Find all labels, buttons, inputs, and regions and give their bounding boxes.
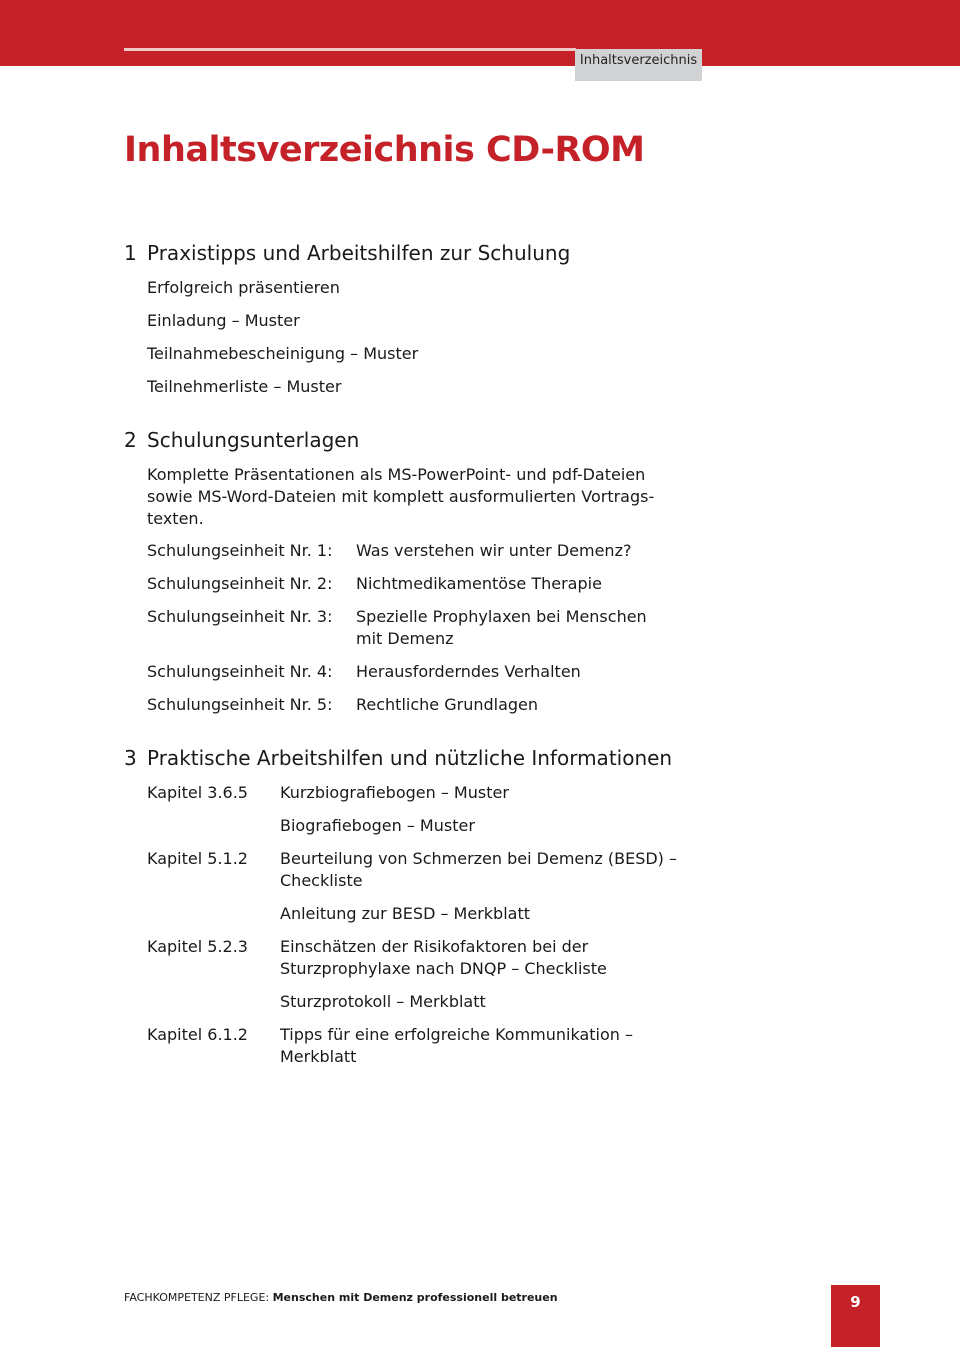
list-item: Teilnahmebescheinigung – Muster <box>147 344 419 363</box>
footer <box>124 1291 558 1304</box>
unit-label: Schulungseinheit Nr. 2: <box>147 574 333 593</box>
header-rule <box>124 48 576 51</box>
page-title: Inhaltsverzeichnis CD-ROM <box>124 130 645 170</box>
chapter-item: Tipps für eine erfolgreiche Kommunikation – <box>280 1025 633 1044</box>
section-3-title: Praktische Arbeitshilfen und nützliche Informationen <box>147 746 673 770</box>
header-bar <box>0 0 960 66</box>
unit-label: Schulungseinheit Nr. 5: <box>147 695 333 714</box>
section-2-description: texten. <box>147 509 204 528</box>
chapter-label: Kapitel 3.6.5 <box>147 783 248 802</box>
chapter-item: Checkliste <box>280 871 363 890</box>
chapter-item: Sturzprophylaxe nach DNQP – Checkliste <box>280 959 607 978</box>
chapter-item: Sturzprotokoll – Merkblatt <box>280 992 486 1011</box>
section-2-number: 2 <box>124 428 137 452</box>
unit-title: Spezielle Prophylaxen bei Menschen <box>356 607 647 626</box>
chapter-item: Kurzbiografiebogen – Muster <box>280 783 509 802</box>
list-item: Erfolgreich präsentieren <box>147 278 340 297</box>
section-3-number: 3 <box>124 746 137 770</box>
unit-label: Schulungseinheit Nr. 4: <box>147 662 333 681</box>
chapter-label: Kapitel 5.2.3 <box>147 937 248 956</box>
list-item: Teilnehmerliste – Muster <box>147 377 342 396</box>
chapter-item: Biografiebogen – Muster <box>280 816 475 835</box>
chapter-item: Beurteilung von Schmerzen bei Demenz (BESD) – <box>280 849 678 868</box>
unit-title: Herausforderndes Verhalten <box>356 662 581 681</box>
chapter-label: Kapitel 6.1.2 <box>147 1025 248 1044</box>
section-2-description: Komplette Präsentationen als MS-PowerPoint- und pdf-Dateien <box>147 465 646 484</box>
page-number: 9 <box>831 1285 880 1347</box>
footer-book-title: Menschen mit Demenz professionell betreuen <box>272 1291 558 1304</box>
chapter-label: Kapitel 5.1.2 <box>147 849 248 868</box>
unit-title: Was verstehen wir unter Demenz? <box>356 541 632 560</box>
unit-title: Nichtmedikamentöse Therapie <box>356 574 602 593</box>
section-2-title: Schulungsunterlagen <box>147 428 360 452</box>
chapter-item: Einschätzen der Risikofaktoren bei der <box>280 937 589 956</box>
footer-series: FACHKOMPETENZ PFLEGE: <box>124 1291 270 1304</box>
chapter-item: Merkblatt <box>280 1047 357 1066</box>
list-item: Einladung – Muster <box>147 311 300 330</box>
unit-title: mit Demenz <box>356 629 454 648</box>
chapter-item: Anleitung zur BESD – Merkblatt <box>280 904 530 923</box>
unit-label: Schulungseinheit Nr. 3: <box>147 607 333 626</box>
section-1-title: Praxistipps und Arbeitshilfen zur Schulung <box>147 241 571 265</box>
unit-title: Rechtliche Grundlagen <box>356 695 539 714</box>
section-2-description: sowie MS-Word-Dateien mit komplett ausformulierten Vortrags- <box>147 487 655 506</box>
unit-label: Schulungseinheit Nr. 1: <box>147 541 333 560</box>
section-1-number: 1 <box>124 241 137 265</box>
section-tab: Inhaltsverzeichnis <box>575 49 702 81</box>
